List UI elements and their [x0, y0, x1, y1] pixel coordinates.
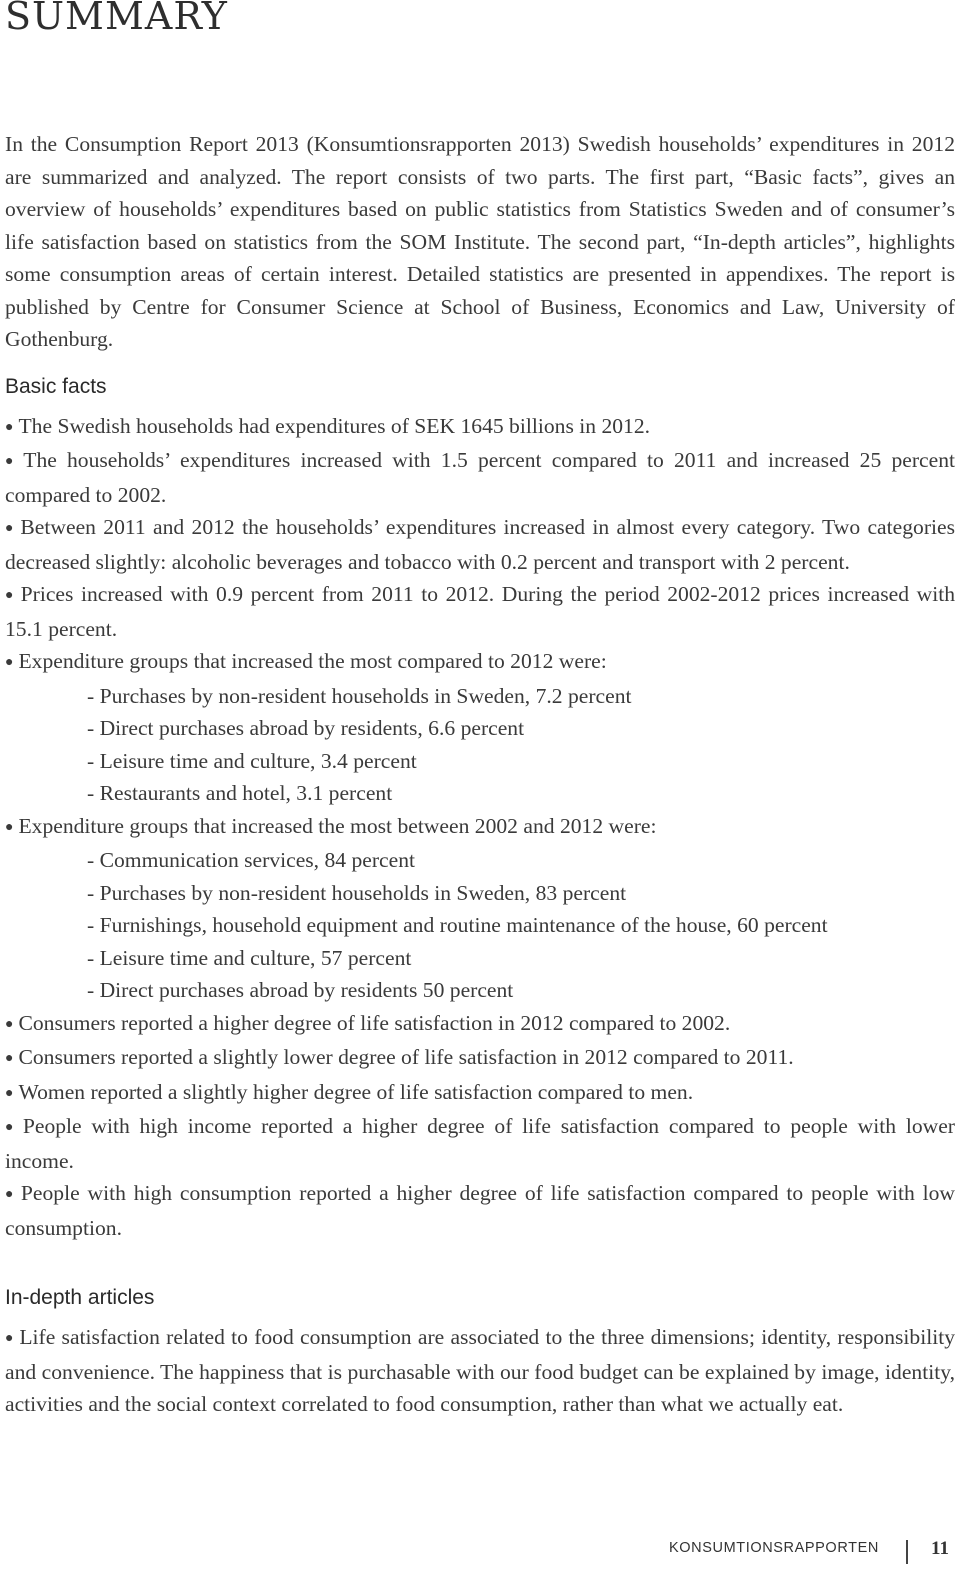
list-item-text: The Swedish households had expenditures of SEK 1645 billions in 2012.	[18, 413, 651, 438]
list-item	[5, 645, 955, 810]
bullet-icon: ●	[5, 521, 16, 536]
list-item	[5, 810, 955, 1007]
list-item	[5, 1110, 955, 1177]
footer-report-name: KONSUMTIONSRAPPORTEN	[669, 1540, 879, 1556]
list-item	[5, 444, 955, 511]
list-item-text: Consumers reported a slightly lower degree of life satisfaction in 2012 compared to 2011.	[18, 1045, 794, 1069]
sub-item: - Furnishings, household equipment and routine maintenance of the house, 60 percent	[87, 913, 828, 937]
sub-item: - Leisure time and culture, 57 percent	[87, 945, 412, 970]
sub-item: - Direct purchases abroad by residents, 6.6 percent	[87, 716, 525, 740]
list-item-text: Consumers reported a higher degree of life satisfaction in 2012 compared to 2002.	[18, 1010, 731, 1035]
bullet-icon: ●	[5, 419, 14, 435]
list-item-text: People with high consumption reported a higher degree of life satisfaction compared to people with low consumption.	[5, 1181, 955, 1240]
bullet-icon: ●	[5, 1051, 14, 1066]
bullet-icon: ●	[5, 1016, 14, 1032]
sub-item: - Purchases by non-resident households in Sweden, 7.2 percent	[87, 683, 632, 708]
list-item	[5, 1007, 955, 1042]
list-item	[5, 1177, 955, 1244]
basic-facts-heading: Basic facts	[5, 374, 107, 398]
page-number: 11	[931, 1538, 949, 1559]
list-item-text: The households’ expenditures increased with 1.5 percent compared to 2011 and increased 25 percent compared to 2002.	[5, 448, 955, 507]
list-item	[5, 1076, 955, 1111]
list-item-text: Expenditure groups that increased the most compared to 2012 were:	[18, 649, 607, 673]
basic-facts-list	[5, 410, 955, 1245]
list-item	[5, 1321, 955, 1421]
bullet-icon: ●	[5, 1187, 16, 1202]
list-item-text: Prices increased with 0.9 percent from 2011 to 2012. During the period 2002-2012 prices increased with 15.1 percent.	[5, 582, 955, 641]
list-item-text: Between 2011 and 2012 the households’ expenditures increased in almost every category. Two categories decreased slightly: alcoholic beverages and tobacco with 0.2 percent and transport with 2 percent.	[5, 515, 955, 574]
sub-item: - Restaurants and hotel, 3.1 percent	[87, 781, 393, 805]
bullet-icon: ●	[5, 588, 16, 603]
bullet-icon: ●	[5, 655, 14, 670]
list-item	[5, 578, 955, 645]
sub-item: - Leisure time and culture, 3.4 percent	[87, 748, 417, 773]
document-body	[5, 128, 955, 1421]
bullet-icon: ●	[5, 1085, 14, 1101]
intro-paragraph: In the Consumption Report 2013 (Konsumtionsrapporten 2013) Swedish households’ expenditures in 2012 are summarized and analyzed. The report consists of two parts. The first part, “Basic facts”, gives an overview of households’ expenditures based on public statistics from Statistics Sweden and of consumer’s life satisfaction based on statistics from the SOM Institute. The second part, “In-depth articles”, highlights some consumption areas of certain interest. Detailed statistics are presented in appendixes. The report is published by Centre for Consumer Science at School of Business, Economics and Law, University of Gothenburg.	[5, 132, 955, 351]
footer-divider	[906, 1540, 908, 1564]
bullet-icon: ●	[5, 454, 19, 469]
in-depth-heading: In-depth articles	[5, 1286, 155, 1309]
in-depth-list	[5, 1321, 955, 1421]
list-item-text: Expenditure groups that increased the most between 2002 and 2012 were:	[18, 813, 657, 838]
list-item-text: People with high income reported a higher degree of life satisfaction compared to people with lower income.	[5, 1114, 955, 1173]
sub-item: - Purchases by non-resident households in Sweden, 83 percent	[87, 880, 627, 905]
page-title: SUMMARY	[5, 0, 228, 38]
sub-item: - Direct purchases abroad by residents 50 percent	[87, 978, 514, 1002]
list-item	[5, 1041, 955, 1076]
bullet-icon: ●	[5, 819, 14, 835]
sub-item: - Communication services, 84 percent	[87, 848, 416, 872]
list-item	[5, 511, 955, 578]
list-item-text: Life satisfaction related to food consumption are associated to the three dimensions; identity, responsibility and convenience. The happiness that is purchasable with our food budget can be explained by image, identity, activities and the social context correlated to food consumption, rather than what we actually eat.	[5, 1325, 955, 1416]
list-item-text: Women reported a slightly higher degree of life satisfaction compared to men.	[18, 1079, 694, 1104]
bullet-icon: ●	[5, 1331, 15, 1346]
bullet-icon: ●	[5, 1120, 18, 1135]
list-item	[5, 410, 955, 445]
